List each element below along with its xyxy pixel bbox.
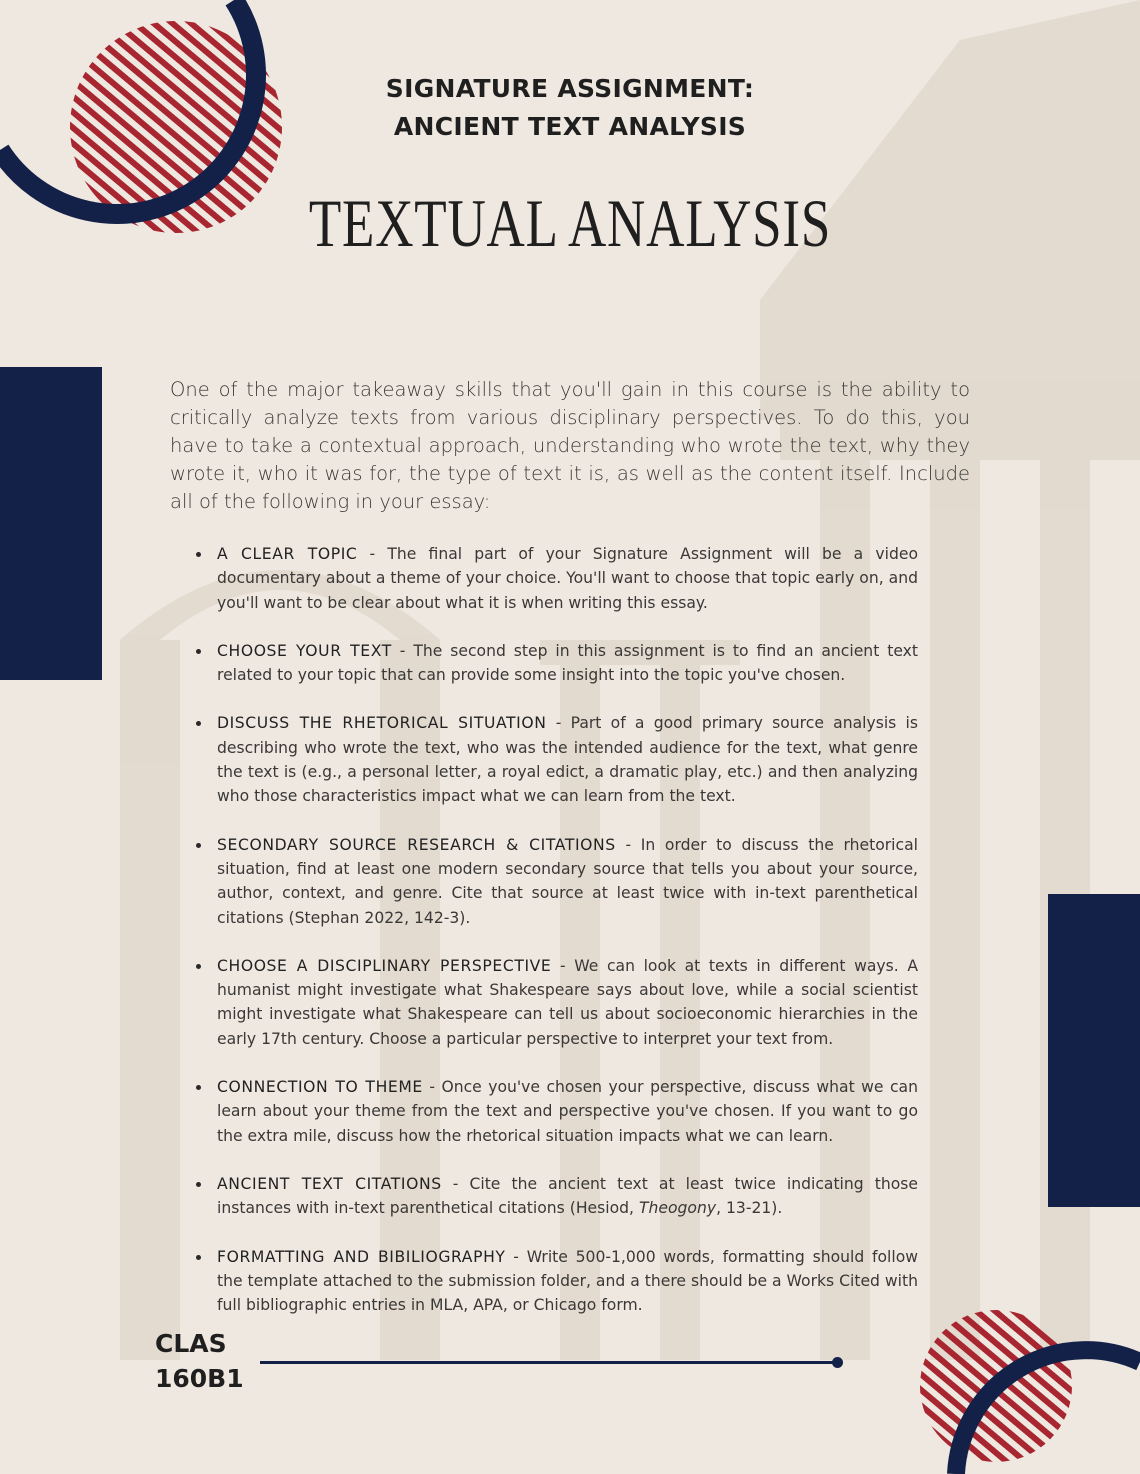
course-code-line-1: CLAS — [155, 1329, 227, 1358]
list-item: CHOOSE YOUR TEXT - The second step in this assignment is to find an ancient text related to your topic that can provide some insight into the topic you've chosen. — [196, 639, 918, 688]
item-term: DISCUSS THE RHETORICAL SITUATION — [217, 714, 547, 733]
item-body: Write 500-1,000 words, formatting should follow the template attached to the submission folder, and a there should be a Works Cited with full bibliographic entries in MLA, APA, or Chicago form. — [217, 1247, 918, 1315]
item-term: CHOOSE A DISCIPLINARY PERSPECTIVE — [217, 956, 552, 975]
course-code-line-2: 160B1 — [155, 1364, 244, 1393]
requirements-list — [196, 542, 918, 1317]
list-item: FORMATTING AND BIBILIOGRAPHY - Write 500-1,000 words, formatting should follow the template attached to the submission folder, and a there should be a Works Cited with full bibliographic entries in MLA, APA, or Chicago form. — [196, 1245, 918, 1318]
striped-circle-bottom-right — [900, 1290, 1140, 1474]
bullet-icon — [196, 964, 201, 969]
item-body-after: , 13-21). — [716, 1199, 783, 1218]
item-term: SECONDARY SOURCE RESEARCH & CITATIONS — [217, 835, 616, 854]
item-term: ANCIENT TEXT CITATIONS — [217, 1174, 442, 1193]
item-body: The final part of your Signature Assignment will be a video documentary about a theme of your choice. You'll want to choose that topic early on, and you'll want to be clear about what it is when writing this essay. — [217, 545, 918, 612]
bullet-icon — [196, 649, 201, 654]
header — [0, 70, 1140, 146]
list-item: ANCIENT TEXT CITATIONS - Cite the ancient text at least twice indicating those instances with in-text parenthetical citations (Hesiod, Theogony, 13-21). — [196, 1172, 918, 1221]
footer-divider-dot — [832, 1357, 843, 1368]
item-term: FORMATTING AND BIBILIOGRAPHY — [217, 1247, 506, 1266]
bullet-icon — [196, 843, 201, 848]
navy-bar-right — [1048, 894, 1140, 1207]
subtitle-line-1: SIGNATURE ASSIGNMENT: — [385, 74, 755, 103]
list-item: A CLEAR TOPIC - The final part of your Signature Assignment will be a video documentary about a theme of your choice. You'll want to choose that topic early on, and you'll want to be clear about what it is when writing this essay. — [196, 542, 918, 615]
intro-paragraph: One of the major takeaway skills that you'll gain in this course is the ability to critically analyze texts from various disciplinary perspectives. To do this, you have to take a contextual approach, understanding who wrote the text, why they wrote it, who it was for, the type of text it is, as well as the content itself. Include all of the following in your essay: — [170, 378, 970, 513]
bullet-icon — [196, 721, 201, 726]
page-title: TEXTUAL ANALYSIS — [308, 185, 832, 261]
item-body: Once you've chosen your perspective, discuss what we can learn about your theme from the text and perspective you've chosen. If you want to go the extra mile, discuss how the rhetorical situation impacts what we can learn. — [217, 1078, 918, 1145]
bullet-icon — [196, 1085, 201, 1090]
subtitle-line-2: ANCIENT TEXT ANALYSIS — [393, 112, 747, 141]
bullet-icon — [196, 1182, 201, 1187]
list-item: CHOOSE A DISCIPLINARY PERSPECTIVE - We can look at texts in different ways. A humanist might investigate what Shakespeare says about love, while a social scientist might investigate what Shakespeare can tell us about socioeconomic hierarchies in the early 17th century. Choose a particular perspective to interpret your text from. — [196, 954, 918, 1051]
footer-divider — [260, 1361, 840, 1364]
item-body: We can look at texts in different ways. A humanist might investigate what Shakespeare says about love, while a social scientist might investigate what Shakespeare can tell us about socioeconomic hierarchies in the early 17th century. Choose a particular perspective to interpret your text from. — [217, 956, 918, 1048]
navy-bar-left — [0, 367, 102, 680]
item-body-italic: Theogony — [638, 1199, 717, 1218]
item-term: A CLEAR TOPIC — [217, 545, 358, 563]
item-body: Part of a good primary source analysis is describing who wrote the text, who was the intended audience for the text, what genre the text is (e.g., a personal letter, a royal edict, a dramatic play, etc.) and then analyzing who those characteristics impact what we can learn from the text. — [217, 714, 918, 806]
list-item: SECONDARY SOURCE RESEARCH & CITATIONS - In order to discuss the rhetorical situation, find at least one modern secondary source that tells you about your source, author, context, and genre. Cite that source at least twice with in-text parenthetical citations (Stephan 2022, 142-3). — [196, 833, 918, 930]
item-body: In order to discuss the rhetorical situation, find at least one modern secondary source that tells you about your source, author, context, and genre. Cite that source at least twice with in-text parenthetical citations (Stephan 2022, 142-3). — [217, 835, 918, 927]
list-item: DISCUSS THE RHETORICAL SITUATION - Part of a good primary source analysis is describing who wrote the text, who was the intended audience for the text, what genre the text is (e.g., a personal letter, a royal edict, a dramatic play, etc.) and then analyzing who those characteristics impact what we can learn from the text. — [196, 711, 918, 808]
item-term: CONNECTION TO THEME — [217, 1078, 423, 1097]
bullet-icon — [196, 1255, 201, 1260]
list-item: CONNECTION TO THEME - Once you've chosen your perspective, discuss what we can learn about your theme from the text and perspective you've chosen. If you want to go the extra mile, discuss how the rhetorical situation impacts what we can learn. — [196, 1075, 918, 1148]
course-code — [155, 1326, 244, 1396]
item-term: CHOOSE YOUR TEXT — [217, 641, 392, 660]
item-body: Cite the ancient text at least twice indicating those instances with in-text parenthetical citations (Hesiod, — [217, 1174, 918, 1218]
bullet-icon — [196, 552, 201, 557]
item-body: The second step in this assignment is to find an ancient text related to your topic that can provide some insight into the topic you've chosen. — [217, 641, 918, 685]
